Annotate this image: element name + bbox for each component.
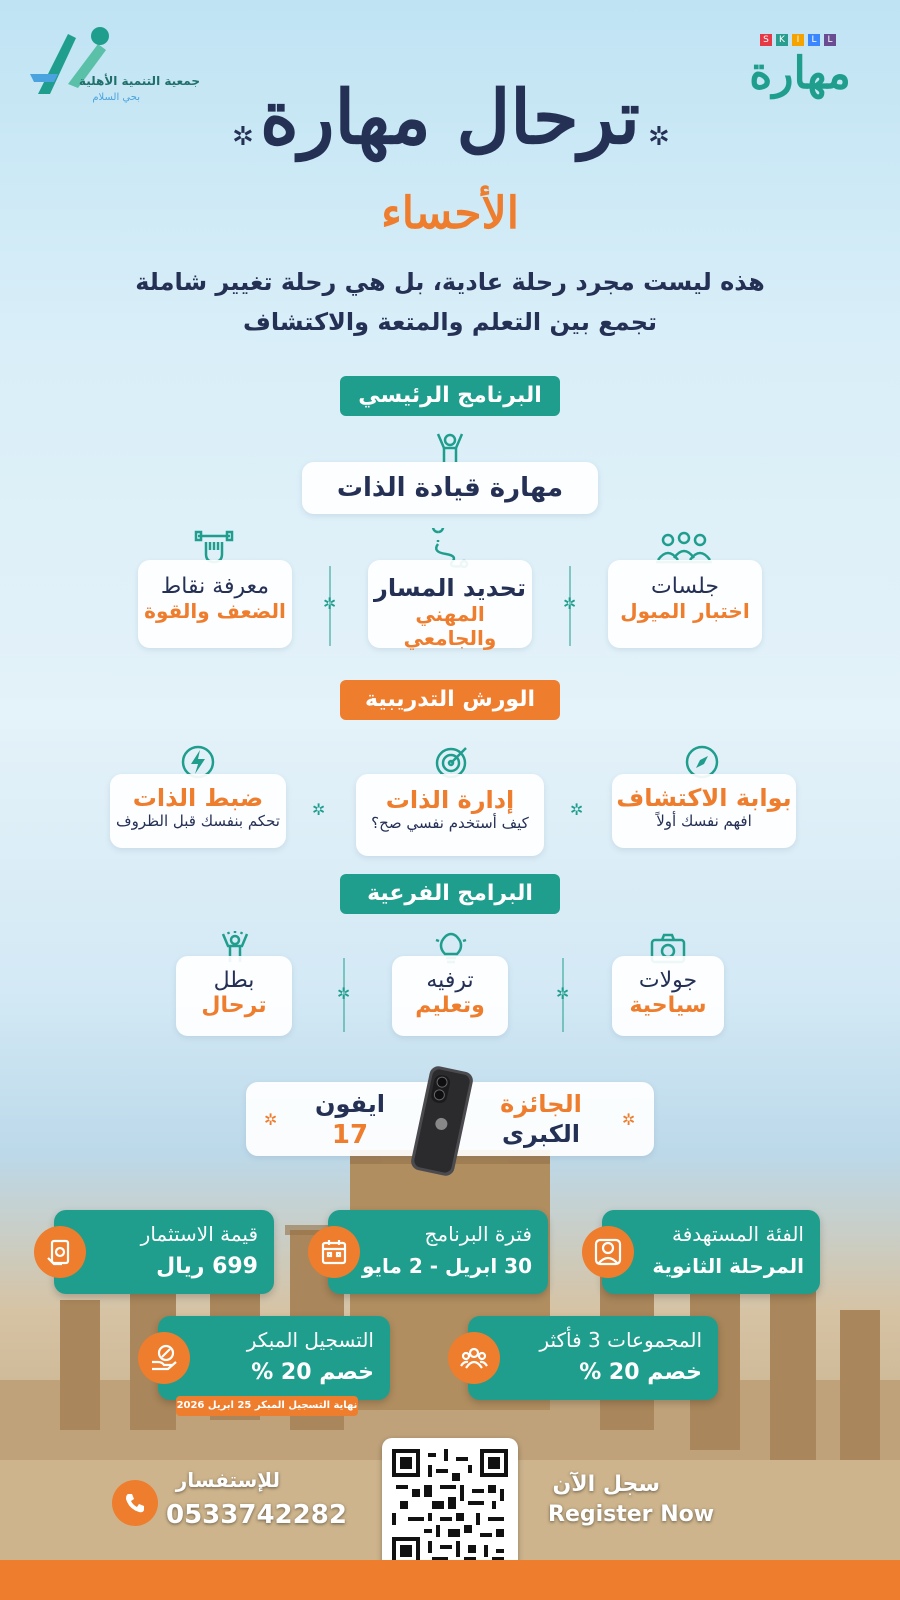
leader-icon xyxy=(432,430,468,466)
groups-label: المجموعات 3 فأكثر xyxy=(539,1328,702,1352)
groups-discount-box xyxy=(468,1316,718,1400)
early-value: خصم 20 % xyxy=(251,1360,374,1385)
qr-frame[interactable] xyxy=(382,1438,518,1576)
main-item-3-line1: معرفة نقاط xyxy=(160,574,270,599)
price-label: قيمة الاستثمار xyxy=(140,1222,258,1246)
main-item-3 xyxy=(138,560,292,648)
program-period-box xyxy=(328,1210,548,1294)
sub-item-3-line2: ترحال xyxy=(201,993,267,1018)
sub-programs-heading: البرامج الفرعية xyxy=(340,874,560,914)
sub-item-1 xyxy=(612,956,724,1036)
contact-phone[interactable]: 0533742282 xyxy=(166,1500,347,1530)
sub-item-3 xyxy=(176,956,292,1036)
org-name: جمعية التنمية الأهلية xyxy=(78,74,200,88)
main-program-heading: البرنامج الرئيسي xyxy=(340,376,560,416)
prize-title-line1: الجائزة xyxy=(500,1090,582,1118)
sparkle: ✲ xyxy=(622,1110,636,1129)
skill-letter-l2: L xyxy=(824,34,836,46)
main-program-lead: مهارة قيادة الذات xyxy=(302,462,598,514)
register-ar: سجل الآن xyxy=(552,1472,660,1497)
workshop-item-3-line2: تحكم بنفسك قبل الظروف xyxy=(116,812,280,830)
main-item-1-line2: اختبار الميول xyxy=(620,599,750,623)
sparkle: ✲ xyxy=(563,594,577,613)
skill-letters xyxy=(760,34,850,48)
prize-title-line2: الكبرى xyxy=(502,1120,580,1148)
main-item-2-line2: المهني والجامعي xyxy=(403,602,497,650)
early-registration-box xyxy=(158,1316,390,1400)
sub-item-2-line1: ترفيه xyxy=(426,968,474,993)
sparkle: ✲ xyxy=(323,594,337,613)
prize-name: ايفون xyxy=(314,1090,386,1118)
workshop-item-1-line1: بوابة الاكتشاف xyxy=(616,784,792,812)
price-value: 699 ريال xyxy=(156,1254,258,1279)
workshop-item-1 xyxy=(612,774,796,848)
skill-letter-i: I xyxy=(792,34,804,46)
phone-badge[interactable] xyxy=(112,1480,158,1526)
main-item-1 xyxy=(608,560,762,648)
person-icon xyxy=(582,1226,634,1278)
intro-line-2: تجمع بين التعلم والمتعة والاكتشاف xyxy=(242,308,658,336)
money-icon xyxy=(34,1226,86,1278)
sub-item-1-line2: سياحية xyxy=(629,993,707,1018)
title-sparkle-right: ✲ xyxy=(648,122,670,152)
sub-item-2 xyxy=(392,956,508,1036)
main-item-2 xyxy=(368,560,532,648)
intro-line-1: هذه ليست مجرد رحلة عادية، بل هي رحلة تغيير شاملة xyxy=(135,268,765,296)
workshop-item-2-line1: إدارة الذات xyxy=(385,786,515,814)
sub-item-3-line1: بطل xyxy=(213,968,255,993)
early-registration-note: نهاية التسجيل المبكر 25 ابريل 2026 xyxy=(176,1396,358,1416)
sub-item-1-line1: جولات xyxy=(638,968,698,993)
main-item-3-line2: الضعف والقوة xyxy=(144,599,286,623)
title-sparkle-left: ✲ xyxy=(232,122,254,152)
org-subtitle: بحي السلام xyxy=(92,92,140,103)
skill-letter-l1: L xyxy=(808,34,820,46)
contact-label: للإستفسار xyxy=(175,1468,280,1492)
sparkle: ✲ xyxy=(312,800,326,819)
title-sub: الأحساء xyxy=(381,188,519,239)
price-box xyxy=(54,1210,274,1294)
target-audience-box xyxy=(602,1210,820,1294)
qr-code-icon xyxy=(392,1448,508,1566)
workshop-item-2 xyxy=(356,774,544,856)
workshop-item-1-line2: افهم نفسك أولاً xyxy=(656,812,752,830)
sparkle: ✲ xyxy=(264,1110,278,1129)
iphone-icon xyxy=(410,1062,474,1180)
skill-letter-s: S xyxy=(760,34,772,46)
sub-item-2-line2: وتعليم xyxy=(415,993,485,1018)
prize-model: 17 xyxy=(331,1120,369,1150)
groups-value: خصم 20 % xyxy=(579,1360,702,1385)
sparkle: ✲ xyxy=(570,800,584,819)
early-label: التسجيل المبكر xyxy=(246,1328,374,1352)
workshops-heading: الورش التدريبية xyxy=(340,680,560,720)
group-icon xyxy=(448,1332,500,1384)
footer-bar xyxy=(0,1560,900,1600)
main-item-2-line1: تحديد المسار xyxy=(374,574,526,602)
phone-icon xyxy=(123,1491,147,1515)
workshop-item-2-line2: كيف أستخدم نفسي صح؟ xyxy=(371,814,529,832)
title-main: ترحال مهارة xyxy=(259,75,641,161)
workshop-item-3-line1: ضبط الذات xyxy=(132,784,264,812)
target-label: الفئة المستهدفة xyxy=(672,1222,804,1246)
main-item-1-line1: جلسات xyxy=(651,574,719,599)
calendar-icon xyxy=(308,1226,360,1278)
sparkle: ✲ xyxy=(337,984,351,1003)
period-label: فترة البرنامج xyxy=(424,1222,532,1246)
register-en[interactable]: Register Now xyxy=(548,1502,715,1527)
target-value: المرحلة الثانوية xyxy=(652,1254,804,1278)
workshop-item-3 xyxy=(110,774,286,848)
sparkle: ✲ xyxy=(556,984,570,1003)
period-value: 30 ابريل - 2 مايو xyxy=(361,1254,532,1278)
skill-letter-k: K xyxy=(776,34,788,46)
brand-logo-text: مهارة xyxy=(749,48,851,99)
discount-hand-icon xyxy=(138,1332,190,1384)
